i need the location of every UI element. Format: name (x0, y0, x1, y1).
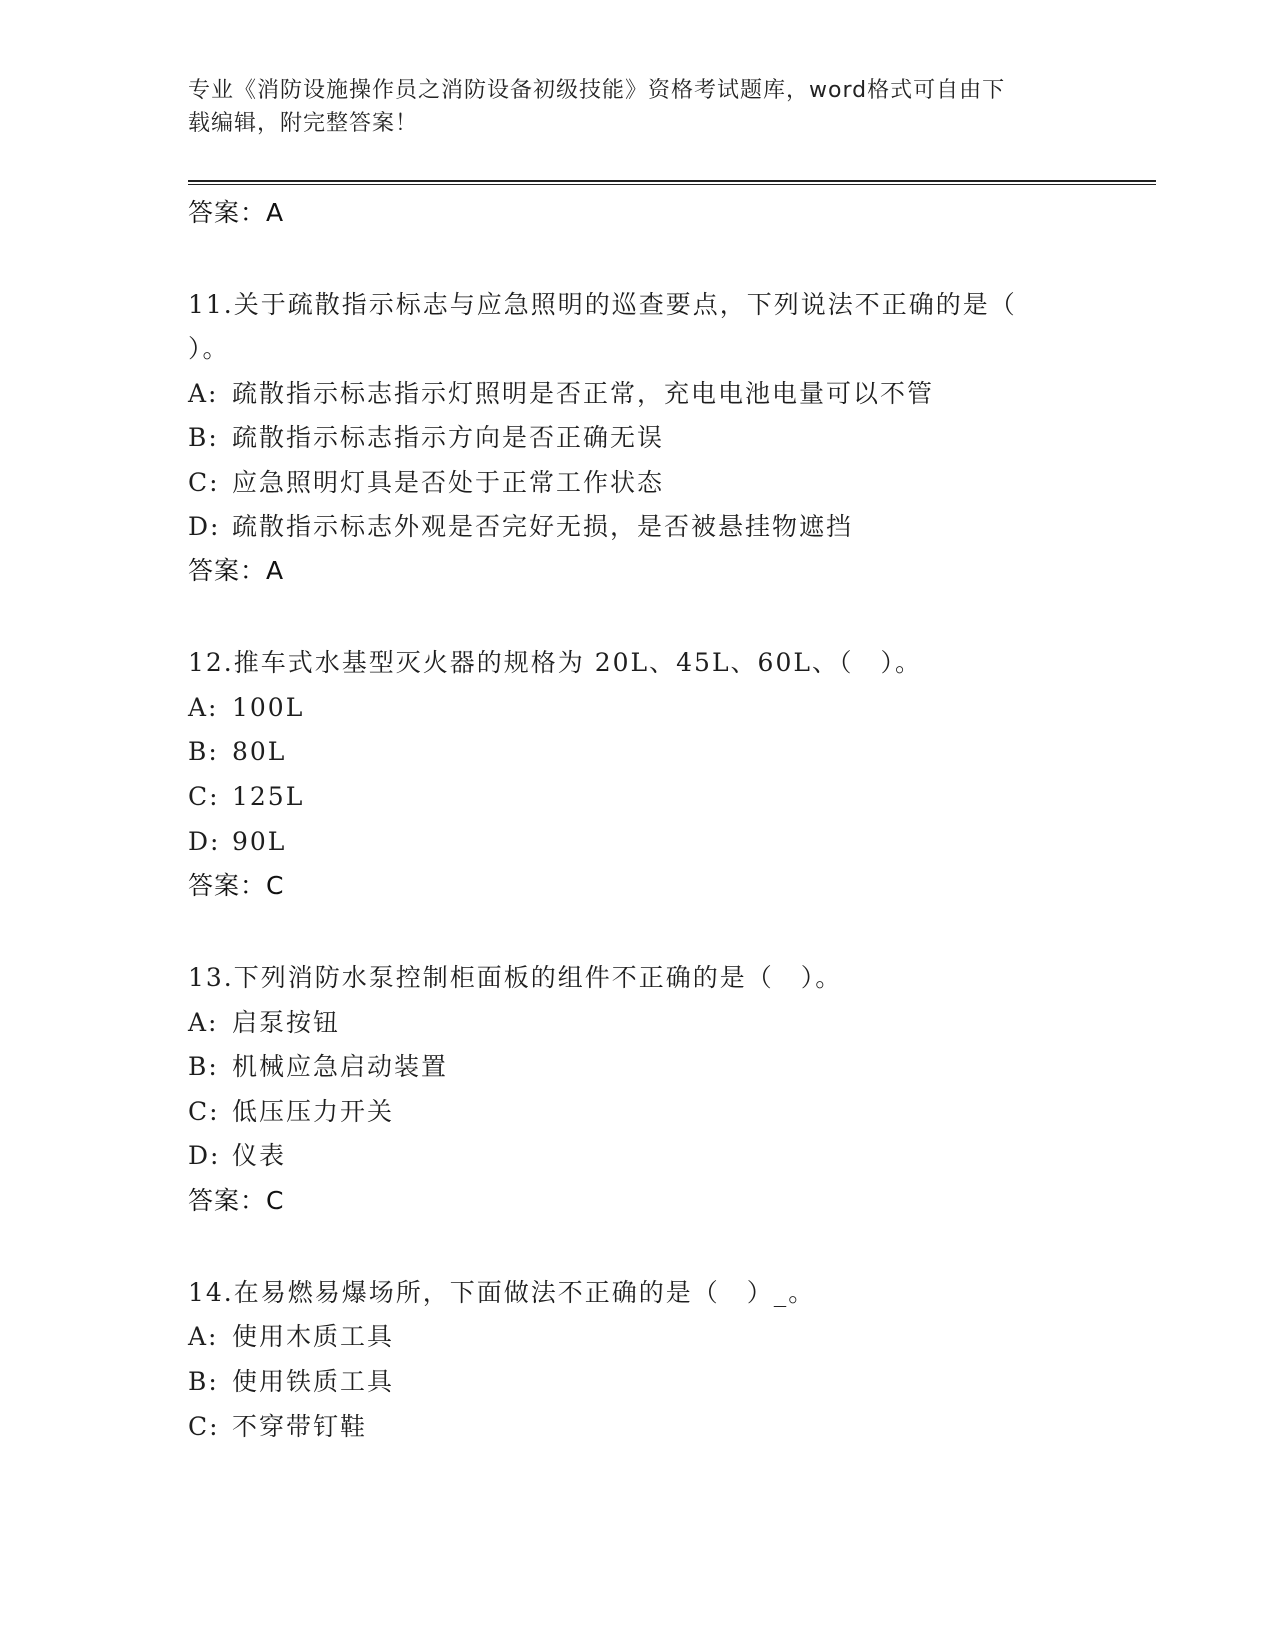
option-text: 使用铁质工具 (232, 1367, 395, 1396)
answer-label: 答案： (188, 871, 267, 900)
option-letter: A: (188, 693, 219, 722)
question-text: 在易燃易爆场所，下面做法不正确的是（ ）_。 (233, 1278, 816, 1307)
question-12-stem (188, 646, 922, 680)
question-13-answer (188, 1184, 284, 1218)
option-letter: A: (188, 379, 219, 408)
answer-value: A (266, 198, 285, 227)
option-letter: C: (188, 468, 220, 497)
question-14-stem (188, 1276, 815, 1310)
question-number: 14. (188, 1278, 234, 1307)
prev-answer-line (188, 196, 284, 230)
option-text: 不穿带钉鞋 (232, 1412, 368, 1441)
question-text: 推车式水基型灭火器的规格为 20L、45L、60L、（ ）。 (233, 648, 922, 677)
question-number: 13. (188, 963, 234, 992)
option-letter: C: (188, 1097, 220, 1126)
option-text: 疏散指示标志指示方向是否正确无误 (232, 423, 665, 452)
question-13-option-a (188, 1006, 340, 1040)
option-text: 80L (232, 737, 287, 766)
option-letter: D: (188, 827, 221, 856)
option-text: 低压压力开关 (232, 1097, 395, 1126)
question-12-option-d (188, 825, 286, 859)
option-text: 疏散指示标志指示灯照明是否正常，充电电池电量可以不管 (232, 379, 935, 408)
question-14-option-a (188, 1320, 394, 1354)
rule-thin (188, 184, 1156, 185)
option-letter: B: (188, 1367, 219, 1396)
question-13-option-b (188, 1050, 448, 1084)
option-text: 启泵按钮 (232, 1008, 341, 1037)
option-text: 疏散指示标志外观是否完好无损，是否被悬挂物遮挡 (232, 512, 854, 541)
question-14-option-c (188, 1410, 367, 1444)
option-letter: D: (188, 1141, 221, 1170)
document-header (188, 74, 1068, 140)
question-12-option-a (188, 691, 304, 725)
question-11-answer (188, 554, 284, 588)
answer-label: 答案： (188, 1186, 267, 1215)
header-double-rule (188, 180, 1156, 186)
question-text: 下列消防水泵控制柜面板的组件不正确的是（ ）。 (233, 963, 843, 992)
question-11-option-d (188, 510, 853, 544)
question-14-option-b (188, 1365, 394, 1399)
question-text-cont: ）。 (188, 334, 230, 363)
option-letter: C: (188, 782, 220, 811)
option-letter: A: (188, 1322, 219, 1351)
option-text: 90L (232, 827, 287, 856)
answer-label: 答案： (188, 198, 267, 227)
question-13-option-c (188, 1095, 394, 1129)
answer-label: 答案： (188, 556, 267, 585)
option-text: 仪表 (232, 1141, 287, 1170)
question-text: 关于疏散指示标志与应急照明的巡查要点，下列说法不正确的是（ (233, 290, 1017, 319)
answer-value: C (266, 1186, 285, 1215)
question-11-option-b (188, 421, 664, 455)
question-13-option-d (188, 1139, 286, 1173)
option-text: 使用木质工具 (232, 1322, 395, 1351)
rule-thick (188, 180, 1156, 182)
option-text: 机械应急启动装置 (232, 1052, 449, 1081)
answer-value: C (266, 871, 285, 900)
option-text: 125L (232, 782, 305, 811)
question-13-stem (188, 961, 842, 995)
option-letter: B: (188, 737, 219, 766)
question-11-stem (188, 288, 1017, 322)
option-letter: A: (188, 1008, 219, 1037)
question-12-answer (188, 869, 284, 903)
question-11-stem-cont (188, 332, 230, 366)
header-line-1: 专业《消防设施操作员之消防设备初级技能》资格考试题库，word格式可自由下 (188, 78, 1006, 103)
option-letter: B: (188, 1052, 219, 1081)
answer-value: A (266, 556, 285, 585)
option-text: 100L (232, 693, 305, 722)
question-11-option-a (188, 377, 934, 411)
option-letter: C: (188, 1412, 220, 1441)
question-12-option-c (188, 780, 304, 814)
question-number: 11. (188, 290, 234, 319)
question-11-option-c (188, 466, 664, 500)
option-letter: B: (188, 423, 219, 452)
question-12-option-b (188, 735, 286, 769)
header-line-2: 载编辑，附完整答案！ (188, 111, 419, 136)
option-letter: D: (188, 512, 221, 541)
option-text: 应急照明灯具是否处于正常工作状态 (232, 468, 665, 497)
question-number: 12. (188, 648, 234, 677)
